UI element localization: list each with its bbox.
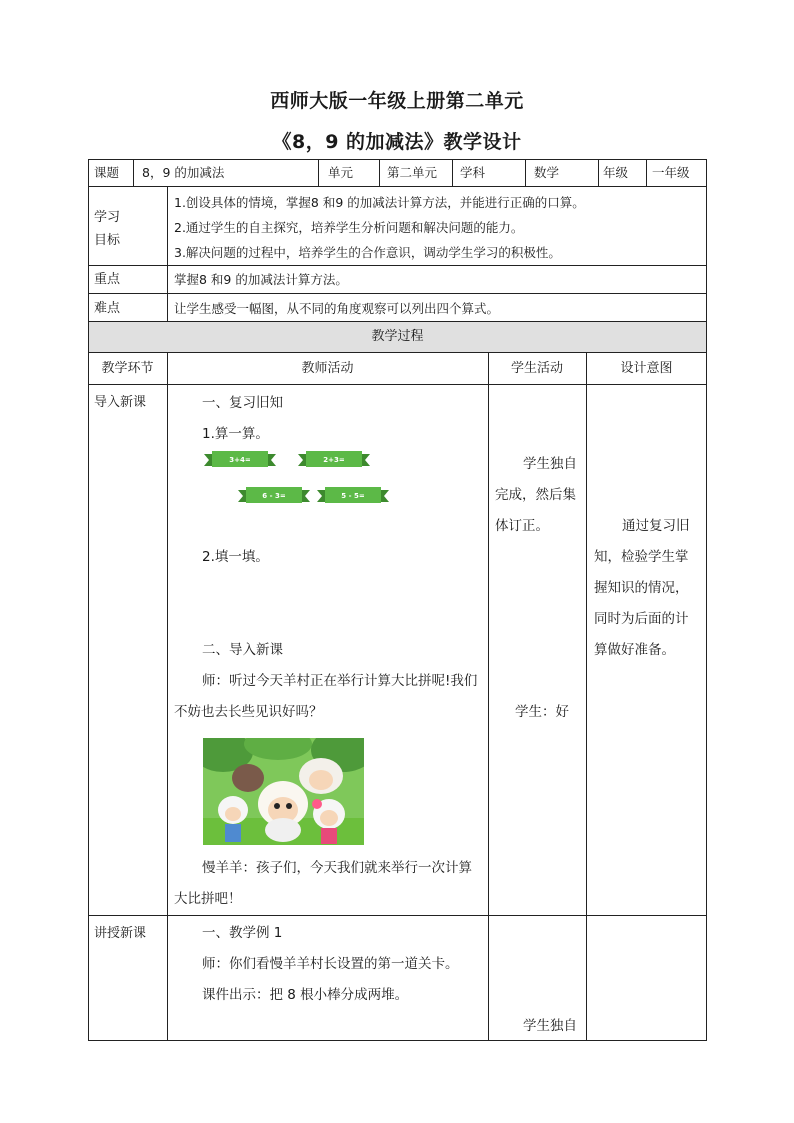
grade-label: 年级 [603, 165, 629, 180]
document-title: 西师大版一年级上册第二单元 [270, 90, 524, 112]
subject-label: 学科 [460, 165, 486, 180]
grade-value: 一年级 [652, 165, 690, 180]
intro-heading: 二、导入新课 [202, 642, 283, 658]
example-heading: 一、教学例 1 [202, 925, 283, 941]
calc-label: 1.算一算。 [202, 426, 269, 442]
process-header: 教学过程 [371, 329, 424, 344]
topic-value: 8，9 的加减法 [142, 165, 225, 180]
ribbon-problem: 2+3= [298, 450, 370, 470]
key-point-label: 重点 [94, 272, 121, 287]
student-reply: 学生：好 [515, 704, 569, 720]
courseware-line: 课件出示：把 8 根小棒分成两堆。 [202, 987, 409, 1003]
review-heading: 一、复习旧知 [202, 395, 283, 411]
lesson-plan-table [88, 159, 707, 1041]
stage-new-lesson: 讲授新课 [94, 926, 147, 941]
village-chief-line: 慢羊羊：孩子们，今天我们就来举行一次计算 [202, 860, 472, 876]
column-header-teacher: 教师活动 [301, 361, 354, 376]
objective-item: 1.创设具体的情境，掌握8 和9 的加减法计算方法，并能进行正确的口算。 [174, 195, 585, 210]
student-activity-line: 体订正。 [495, 518, 549, 534]
village-chief-line: 大比拼吧！ [174, 891, 242, 907]
key-point-value: 掌握8 和9 的加减法计算方法。 [174, 272, 348, 287]
teacher-line: 师：听过今天羊村正在举行计算大比拼呢!我们 [202, 673, 478, 689]
design-intent-line: 通过复习旧 [622, 518, 690, 534]
objectives-label-line2: 目标 [94, 233, 121, 248]
objectives-label-line1: 学习 [94, 210, 121, 225]
ribbon-problem: 6 - 3= [238, 486, 310, 506]
column-header-intent: 设计意图 [620, 361, 673, 376]
difficulty-label: 难点 [94, 301, 121, 316]
objective-item: 3.解决问题的过程中，培养学生的合作意识，调动学生学习的积极性。 [174, 245, 561, 260]
fill-label: 2.填一填。 [202, 549, 269, 565]
student-activity-line: 学生独自 [523, 1018, 577, 1034]
ribbon-problem: 3+4= [204, 450, 276, 470]
objective-item: 2.通过学生的自主探究，培养学生分析问题和解决问题的能力。 [174, 220, 524, 235]
design-intent-line: 握知识的情况， [594, 580, 689, 596]
student-activity-line: 完成，然后集 [495, 487, 576, 503]
teacher-line: 师：你们看慢羊羊村长设置的第一道关卡。 [202, 956, 459, 972]
column-header-stage: 教学环节 [101, 361, 154, 376]
topic-label: 课题 [94, 165, 120, 180]
document-subtitle: 《8，9 的加减法》教学设计 [272, 131, 522, 153]
design-intent-line: 知，检验学生掌 [594, 549, 689, 565]
design-intent-line: 同时为后面的计 [594, 611, 689, 627]
column-header-student: 学生活动 [510, 361, 563, 376]
stage-intro: 导入新课 [94, 395, 147, 410]
student-activity-line: 学生独自 [523, 456, 577, 472]
unit-label: 单元 [328, 165, 354, 180]
difficulty-value: 让学生感受一幅图，从不同的角度观察可以列出四个算式。 [174, 301, 500, 316]
unit-value: 第二单元 [387, 165, 438, 180]
ribbon-problem: 5 - 5= [317, 486, 389, 506]
subject-value: 数学 [534, 165, 560, 180]
teacher-line: 不妨也去长些见识好吗？ [174, 704, 323, 720]
design-intent-line: 算做好准备。 [594, 642, 675, 658]
sheep-village-image [203, 738, 364, 845]
